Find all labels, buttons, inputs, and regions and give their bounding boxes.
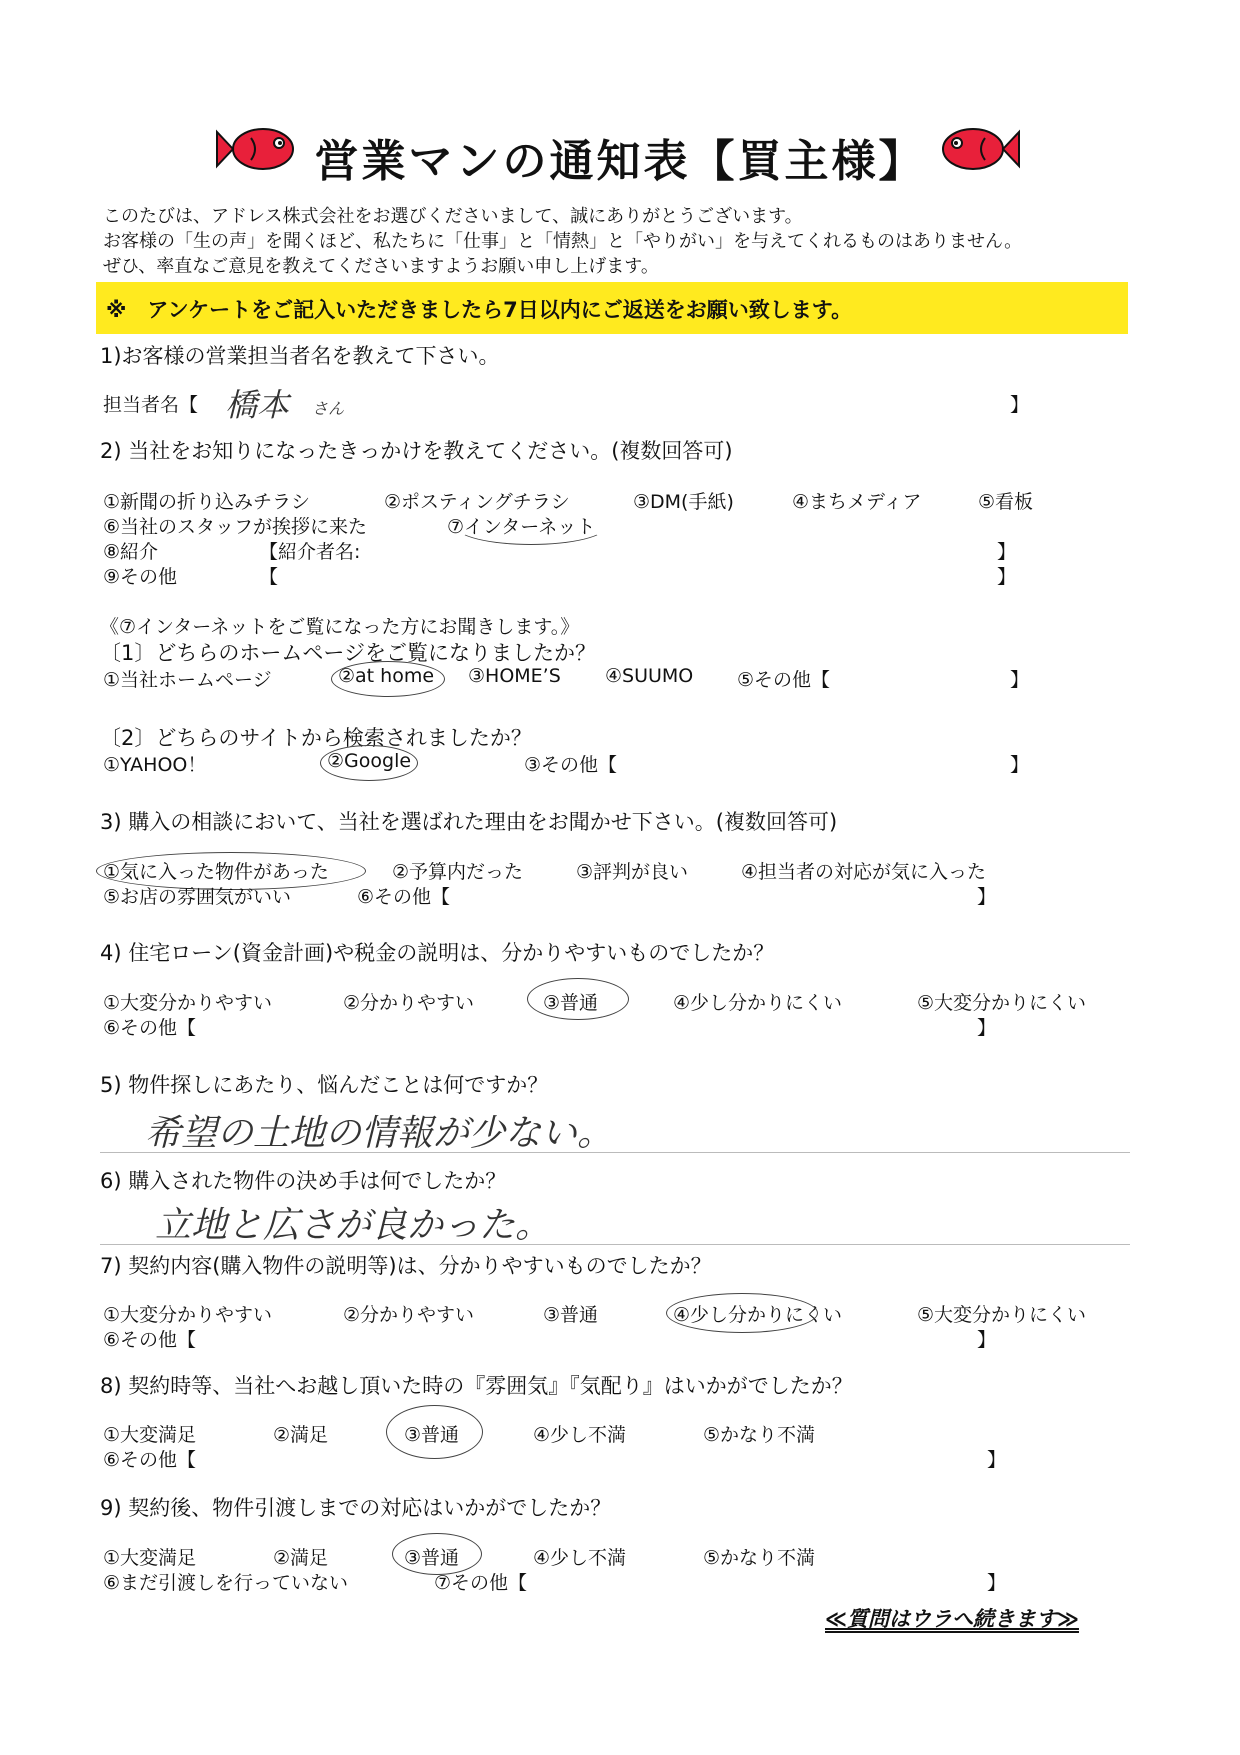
q4-option-6: ⑥その他【	[103, 1017, 197, 1039]
net-sub2-option-2: ②Google	[327, 750, 412, 772]
notice-banner	[96, 282, 1128, 334]
intro-line-3: ぜひ、率直なご意見を教えてくださいますようお願い申し上げます。	[103, 256, 659, 277]
net-sub2-option-3: ③その他【	[524, 754, 618, 776]
q2-label: 2) 当社をお知りになったきっかけを教えてください。(複数回答可)	[100, 439, 733, 463]
q1-field-label: 担当者名【	[103, 394, 199, 416]
q3-option-6: ⑥その他【	[357, 886, 451, 908]
q8-option-1: ①大変満足	[103, 1424, 197, 1446]
q8-option-3: ③普通	[404, 1424, 460, 1446]
net-sub1-label: 〔1〕どちらのホームページをご覧になりましたか？	[100, 641, 596, 665]
q4-option-1: ①大変分かりやすい	[103, 992, 273, 1014]
q9-option-3: ③普通	[404, 1547, 460, 1569]
q8-option-5: ⑤かなり不満	[703, 1424, 816, 1446]
q6-answer: 立地と広さが良かった。	[155, 1205, 552, 1246]
q2-referrer-label: 【紹介者名:	[259, 541, 361, 563]
q3-option-3: ③評判が良い	[576, 861, 689, 883]
q8-answer-mark	[386, 1405, 483, 1459]
q9-option-1: ①大変満足	[103, 1547, 197, 1569]
net-sub1-option-3: ③HOME’S	[468, 665, 561, 687]
q4-option-4: ④少し分かりにくい	[673, 992, 843, 1014]
q1-close: 】	[1010, 394, 1030, 416]
q6-label: 6) 購入された物件の決め手は何でしたか？	[100, 1169, 507, 1193]
q9-label: 9) 契約後、物件引渡しまでの対応はいかがでしたか？	[100, 1496, 612, 1520]
net-sub1-close: 】	[1010, 669, 1030, 691]
q2-referrer-close: 】	[997, 541, 1017, 563]
net-sub1-option-1: ①当社ホームページ	[103, 669, 272, 691]
q9-option-7: ⑦その他【	[434, 1572, 528, 1594]
q9-close: 】	[987, 1572, 1007, 1594]
q5-label: 5) 物件探しにあたり、悩んだことは何ですか？	[100, 1073, 549, 1097]
q9-option-4: ④少し不満	[533, 1547, 627, 1569]
q7-close: 】	[977, 1329, 997, 1351]
q1-suffix: さん	[312, 399, 345, 418]
intro-line-2: お客様の「生の声」を聞くほど、私たちに「仕事」と「情熱」と「やりがい」を与えてくれるものはありません。	[103, 231, 1023, 252]
continue-footer: ≪質問はウラへ続きます≫	[825, 1607, 1079, 1631]
q2-option-3: ③DM(手紙)	[633, 491, 734, 513]
q8-option-4: ④少し不満	[533, 1424, 627, 1446]
notice-text: ※ アンケートをご記入いただきましたら7日以内にご返送をお願い致します。	[106, 298, 853, 322]
net-sub1-option-5: ⑤その他【	[737, 669, 831, 691]
q8-option-2: ②満足	[273, 1424, 329, 1446]
q1-answer: 橋本	[225, 386, 290, 424]
q2-other-close: 】	[997, 566, 1017, 588]
net-intro: 《⑦インターネットをご覧になった方にお聞きします。》	[100, 616, 580, 638]
q4-option-5: ⑤大変分かりにくい	[917, 992, 1087, 1014]
q7-option-6: ⑥その他【	[103, 1329, 197, 1351]
q8-label: 8) 契約時等、当社へお越し頂いた時の『雰囲気』『気配り』はいかがでしたか？	[100, 1374, 853, 1398]
q9-option-2: ②満足	[273, 1547, 329, 1569]
q9-option-5: ⑤かなり不満	[703, 1547, 816, 1569]
q3-close: 】	[977, 886, 997, 908]
q4-answer-mark	[527, 978, 629, 1020]
q5-answer-line	[100, 1152, 1130, 1153]
q7-option-5: ⑤大変分かりにくい	[917, 1304, 1087, 1326]
net-sub2-label: 〔2〕どちらのサイトから検索されましたか？	[100, 726, 532, 750]
q4-option-2: ②分かりやすい	[343, 992, 475, 1014]
q2-option-1: ①新聞の折り込みチラシ	[103, 491, 311, 513]
q2-other-open: 【	[259, 566, 279, 588]
net-sub2-option-1: ①YAHOO！	[103, 754, 207, 776]
q7-option-3: ③普通	[543, 1304, 599, 1326]
net-sub1-answer-mark	[331, 661, 445, 697]
fish-icon-right	[935, 118, 1021, 180]
q2-option-7: ⑦インターネット	[447, 516, 596, 538]
net-sub1-option-2: ②at home	[338, 665, 435, 687]
q4-label: 4) 住宅ローン(資金計画)や税金の説明は、分かりやすいものでしたか？	[100, 941, 775, 965]
q2-option-2: ②ポスティングチラシ	[384, 491, 570, 513]
net-sub2-close: 】	[1010, 754, 1030, 776]
page-title: 営業マンの通知表【買主様】	[314, 136, 926, 187]
q3-label: 3) 購入の相談において、当社を選ばれた理由をお聞かせ下さい。(複数回答可)	[100, 810, 838, 834]
q4-option-3: ③普通	[543, 992, 599, 1014]
q4-close: 】	[977, 1017, 997, 1039]
net-sub1-option-4: ④SUUMO	[605, 665, 694, 687]
q8-close: 】	[987, 1449, 1007, 1471]
q3-option-4: ④担当者の対応が気に入った	[741, 861, 987, 883]
q2-option-6: ⑥当社のスタッフが挨拶に来た	[103, 516, 368, 538]
q2-answer-mark	[455, 507, 607, 545]
q3-option-5: ⑤お店の雰囲気がいい	[103, 886, 292, 908]
q3-option-2: ②予算内だった	[392, 861, 524, 883]
q2-option-4: ④まちメディア	[792, 491, 922, 513]
q7-option-2: ②分かりやすい	[343, 1304, 475, 1326]
q7-answer-mark	[666, 1293, 818, 1333]
q1-label: 1)お客様の営業担当者名を教えて下さい。	[100, 344, 500, 368]
q2-option-9: ⑨その他	[103, 566, 178, 588]
net-sub2-answer-mark	[320, 745, 418, 781]
q9-option-6: ⑥まだ引渡しを行っていない	[103, 1572, 349, 1594]
q3-option-1: ①気に入った物件があった	[103, 861, 329, 883]
q7-label: 7) 契約内容(購入物件の説明等)は、分かりやすいものでしたか？	[100, 1254, 712, 1278]
q2-option-5: ⑤看板	[978, 491, 1034, 513]
q8-option-6: ⑥その他【	[103, 1449, 197, 1471]
q7-option-1: ①大変分かりやすい	[103, 1304, 273, 1326]
q5-answer: 希望の土地の情報が少ない。	[145, 1113, 614, 1154]
q7-option-4: ④少し分かりにくい	[673, 1304, 843, 1326]
q2-option-8: ⑧紹介	[103, 541, 159, 563]
intro-line-1: このたびは、アドレス株式会社をお選びくださいまして、誠にありがとうございます。	[103, 206, 803, 227]
q6-answer-line	[100, 1244, 1130, 1245]
